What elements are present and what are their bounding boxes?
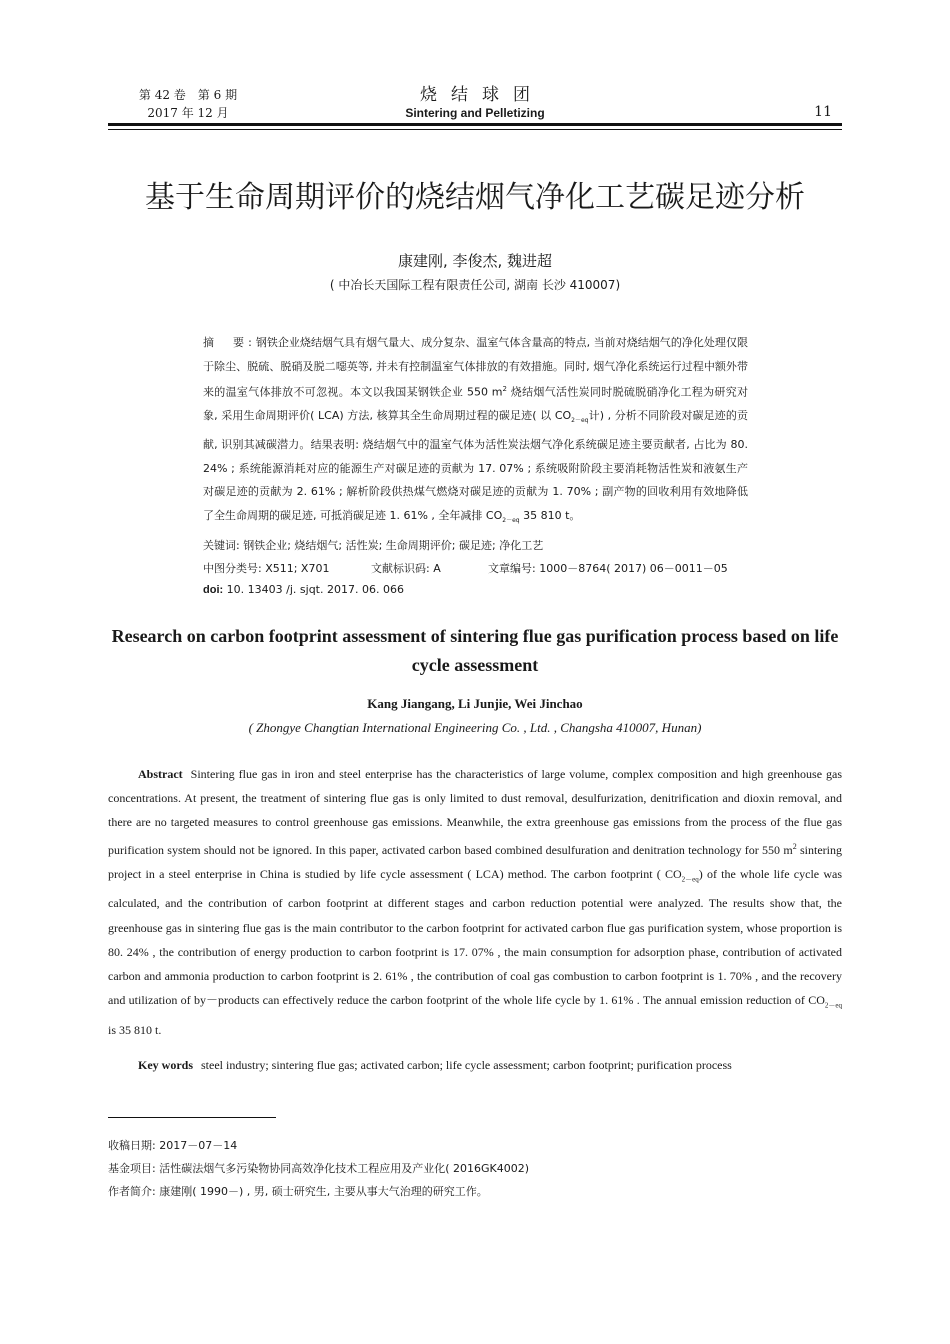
- header-rule-thick: [108, 123, 842, 126]
- clc-number: 中图分类号: X511; X701: [203, 562, 330, 575]
- keywords-en: Key words steel industry; sintering flue gas; activated carbon; life cycle assessment; carbon footprint; purification process: [138, 1058, 732, 1072]
- doi-value: 10. 13403 /j. sjqt. 2017. 06. 066: [223, 583, 404, 596]
- keywords-en-label: Key words: [138, 1058, 193, 1072]
- abstract-en-label: Abstract: [138, 767, 183, 781]
- journal-name-cn: 烧结球团: [420, 85, 544, 105]
- page-number: 11: [814, 104, 832, 120]
- abstract-cn: 摘 要:钢铁企业烧结烟气具有烟气量大、成分复杂、温室气体含量高的特点, 当前对烧结烟气的净化处理仅限于除尘、脱硫、脱硝及脱二噁英等, 并未有控制温室气体排放的有效措施。同时, 烟气净化系统运行过程中额外带来的温室气体排放不可忽视。本文以我国某钢铁企业 550 $m^2$ 烧结烟气活性炭同时脱硫脱硝净化工程为研究对象, 采用生命周期评价( LCA) 方法, 核算其全生命周期过程的碳足迹( 以 $CO_{2-eq}$计) , 分析不同阶段对碳足迹的贡献, 识别其减碳潜力。结果表明: 烧结烟气中的温室气体为活性炭法烟气净化系统碳足迹主要贡献者, 占比为 80. 24% ; 系统能源消耗对应的能源生产对碳足迹的贡献为 17. 07% ; 系统吸附阶段主要消耗物活性炭和液氨生产对碳足迹的贡献为 2. 61% ; 解析阶段供热煤气燃烧对碳足迹的贡献为 1. 70% ; 副产物的回收利用有效地降低了全生命周期的碳足迹, 可抵消碳足迹 1. 61% , 全年减排 $CO_{2-eq}$ 35 810 t。: [203, 336, 749, 525]
- title-en: Research on carbon footprint assessment of sintering flue gas purification process based on life cycle assessment: [111, 626, 839, 675]
- doi: [203, 583, 404, 596]
- footnote-fund: 基金项目: 活性碳法烟气多污染物协同高效净化技术工程应用及产业化( 2016GK4002): [108, 1162, 530, 1175]
- affiliation-en: ( Zhongye Changtian International Engineering Co. , Ltd. , Changsha 410007, Hunan): [248, 720, 702, 735]
- document-code: 文献标识码: A: [371, 562, 441, 575]
- authors-cn: 康建刚, 李俊杰, 魏进超: [397, 252, 553, 270]
- volume-issue: 第 42 卷 第 6 期: [138, 88, 238, 102]
- footnote-received: 收稿日期: 2017－07－14: [108, 1139, 238, 1152]
- abstract-cn-label: 摘 要:: [203, 336, 256, 349]
- keywords-cn: 关键词: 钢铁企业; 烧结烟气; 活性炭; 生命周期评价; 碳足迹; 净化工艺: [203, 539, 544, 552]
- article-number: 文章编号: 1000－8764( 2017) 06－0011－05: [488, 562, 728, 575]
- authors-en: Kang Jiangang, Li Junjie, Wei Jinchao: [367, 696, 583, 711]
- abstract-en: Abstract Sintering flue gas in iron and steel enterprise has the characteristics of large volume, complex composition and high greenhouse gas concentrations. At present, the treatment of sintering flue gas is only limited to dust removal, desulfurization, denitrification and dioxin removal, and there are no targeted measures to control greenhouse gas emissions. Meanwhile, the extra greenhouse gas emissions from the process of the flue gas purification system should not be ignored. In this paper, activated carbon based combined desulfuration and denitration technology for 550 $m^2$ sintering project in a steel enterprise in China is studied by life cycle assessment ( LCA) method. The carbon footprint ( $CO_{2-eq}$) of the whole life cycle was calculated, and the contribution of carbon footprint at different stages and carbon reduction potential were analyzed. The results show that, the greenhouse gas in sintering flue gas is the main contributor to the carbon footprint for activated carbon flue gas purification system, whose proportion is 80. 24% , the contribution of energy production to carbon footprint is 17. 07% , the main consumption for adsorption phase, contribution of activated carbon and ammonia production to carbon footprint is 2. 61% , the contribution of coal gas combustion to carbon footprint is 1. 70% , and the recovery and utilization of by－products can effectively reduce the carbon footprint of the whole life cycle by 1. 61% . The annual emission reduction of $CO_{2-eq}$ is 35 810 t.: [108, 767, 842, 1037]
- affiliation-cn: ( 中冶长天国际工程有限责任公司, 湖南 长沙 410007): [329, 278, 621, 292]
- issue-date: 2017 年 12 月: [147, 106, 229, 120]
- journal-name-en: Sintering and Pelletizing: [405, 106, 545, 120]
- header-rule-thin: [108, 129, 842, 130]
- title-cn: 基于生命周期评价的烧结烟气净化工艺碳足迹分析: [145, 180, 805, 215]
- footnote-author-bio: 作者简介: 康建刚( 1990－) , 男, 硕士研究生, 主要从事大气治理的研究工作。: [108, 1185, 488, 1198]
- footnote-rule: [108, 1117, 276, 1118]
- journal-name: [375, 84, 575, 120]
- doi-label: doi:: [203, 584, 224, 596]
- journal-issue-info: [128, 86, 248, 122]
